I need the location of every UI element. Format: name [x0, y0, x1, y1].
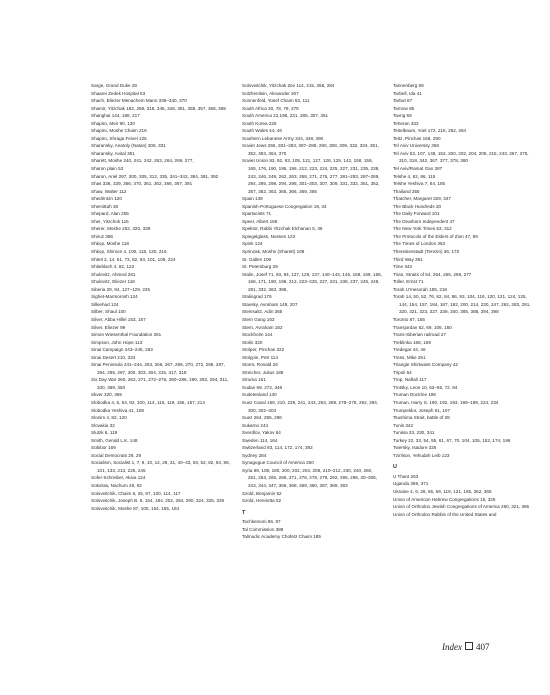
index-entry: The Black Hundreds 30 [393, 203, 442, 209]
index-entry: Sprinzak, Moshe (Sharett) 108 [242, 249, 305, 255]
index-entry: Theresienstadt (Terezin) 36, 170 [393, 249, 460, 255]
index-entry: Sharon plain 53 [91, 166, 124, 172]
index-entry: Uganda 369, 371 [393, 481, 429, 487]
index-entry: Speer, Albert 189 [242, 218, 278, 224]
index-entry: Tsushima Strait, battle of 28 [393, 415, 450, 421]
index-entry: Stockholm 144 [242, 332, 273, 338]
index-entry: Spain 139 [242, 196, 263, 202]
index-entry: Smith, Gerald L.K. 148 [91, 437, 138, 443]
index-entry: Shapiro, Meir 90, 130 [91, 120, 135, 126]
index-entry: Silkiehad 124 [91, 301, 119, 307]
index-entry: Solzhenitsin, Alexander 307 [242, 90, 299, 96]
index-entry: Shaarei Zedek Hospital 53 [91, 90, 146, 96]
index-entry: Socialism, Socialist 1, 7, 9, 10, 14, 29, 31, 40–43, 50, 52, 82, 84, 88, 101, 133, 213, 225, 245 [91, 460, 230, 473]
index-entry: Tarbell, Ida 41 [393, 90, 422, 96]
index-entry: Tunis 342 [393, 422, 414, 428]
index-entry: South Africa 30, 78, 79, 375 [242, 105, 299, 111]
index-entry: Sinai Campaign 243–245, 263 [91, 347, 153, 353]
index-entry: U Thant 263 [393, 473, 419, 479]
index-entry: Skver 320, 365 [91, 392, 122, 398]
index-entry: Silver, Eliezer 99 [91, 324, 126, 330]
page-footer [442, 642, 512, 652]
index-entry: Sharon, Ariel 297, 300, 305, 312, 335, 341–343, 384, 391, 392 [91, 173, 219, 179]
index-entry: Twersky, Isadore 325 [393, 445, 437, 451]
index-entry: The Dearborn Independent 47 [393, 218, 455, 224]
index-column-3 [393, 82, 533, 518]
index-entry: Toronto 87, 155 [393, 316, 425, 322]
index-entry: Six Day War 260, 262, 271, 272–276, 280–286, 290, 292, 294, 311, 340, 369, 393 [91, 377, 229, 390]
index-entry: Shkop, Shimon 4, 100, 118, 130, 216 [91, 249, 167, 255]
index-entry: Tredegar 44, 46 [393, 347, 426, 353]
index-entry: Union of American Hebrew Congregations 15, 325 [393, 496, 496, 502]
index-entry: Stavsky, Avraham 149, 207 [242, 301, 298, 307]
index-entry: Steinsaltz, Adin 365 [242, 309, 283, 315]
index-entry: Tress, Mike 251 [393, 354, 426, 360]
index-entry: Spektor, Rabbi Yitzchak Elchanan 5, 36 [242, 226, 323, 232]
index-entry: Truman, Harry S. 190, 192, 193, 196–199, 224, 234 [393, 399, 499, 405]
index-entry: Social Democrats 28, 29 [91, 452, 142, 458]
index-entry: Szold, Henrietta 52 [242, 498, 282, 504]
section-letter-heading: U [393, 464, 397, 471]
index-entry: Sinai Peninsula 241–244, 263, 266, 267, 269, 270, 272, 286, 287, 294, 295, 297, 300, 303, 304, 315, 317, 318 [91, 362, 225, 375]
index-entry: Trans-Siberian railroad 27 [393, 332, 446, 338]
index-entry: Streicher, Julius 189 [242, 369, 284, 375]
index-entry: Sokolow, Nachum 26, 52 [91, 482, 142, 488]
index-entry: Tel Aviv 53, 107, 148, 152, 200, 202, 204, 205, 215, 243, 267, 275, 310, 318, 342, 367, 377, 378, 380 [393, 150, 529, 164]
index-entry: Soloveitchik, Moshe 87, 100, 154, 155, 184 [91, 505, 180, 511]
index-entry: Union of Orthodox Rabbis of the United States and [393, 511, 497, 517]
index-entry: Turkey 22, 33, 54, 55, 61, 67, 70, 104, 105, 152, 174, 196 [393, 437, 511, 443]
index-entry: Synagogue Council of America 250 [242, 460, 314, 466]
index-entry: Siberia 29, 94, 127–129, 225 [91, 286, 151, 292]
index-entry: The Daily Forward 101 [393, 211, 440, 217]
index-entry: Stern Gang 162 [242, 316, 275, 322]
index-entry: St. Gallen 109 [242, 256, 272, 262]
index-entry: Sofer-Schreiber, Akiva 124 [91, 475, 146, 481]
index-entry: Torah 14, 50, 52, 76, 82, 84, 86, 93, 104, 116, 120, 121, 124, 125, 144, 154, 157, 184, 187, 192, 200, 214, 230, 247, 262, 283, 291, 320, 321, 323, 327, 339, 340, 385, 388, 394, 398 [393, 294, 531, 315]
footer-label: Index [442, 642, 462, 652]
index-entry: Szold, Benjamin 52 [242, 490, 282, 496]
index-entry: Trotsky, Leon 10, 63–65, 72, 94 [393, 384, 458, 390]
index-entry: Shepard, Alan 255 [91, 211, 129, 217]
index-entry: Soloveitchik, Chaim 6, 25, 87, 100, 114, 117 [91, 490, 181, 496]
index-entry: Union of Orthodox Jewish Congregations of America 250, 321, 365 [393, 504, 530, 510]
index-entry: Silber, Shaul 100 [91, 309, 126, 315]
index-entry: Sydney 284 [242, 452, 267, 458]
index-entry: Transjordan 62, 69, 106, 150 [393, 324, 452, 330]
index-entry: Sharett, Moshe 240, 241, 242, 263, 264, 269, 277, [91, 158, 194, 164]
index-entry: Soviet Jews 256, 281–283, 287–289, 290, 308, 309, 332, 334, 351, 352, 363, 364, 370 [242, 143, 379, 156]
index-entry: Teitz, Pinchas 158, 290 [393, 135, 441, 141]
index-entry: The New York Times 53, 312 [393, 226, 452, 232]
index-entry: Slobodka Yeshiva 41, 108 [91, 407, 144, 413]
index-entry: Third Way 391 [393, 256, 423, 262]
index-entry: Sonnenfeld, Yosef Chaim 53, 111 [242, 98, 310, 104]
index-entry: Sudetenland 140 [242, 392, 277, 398]
index-entry: Sharansky, Avital 351 [91, 150, 135, 156]
index-entry: Telshe 4, 82, 86, 115 [393, 173, 436, 179]
index-entry: Tachkemoni 86, 87 [242, 519, 281, 525]
index-entry: Shach, Eliezer Menachem Mann 338–340, 370 [91, 98, 187, 104]
index-entry: South America 22,198, 231, 285, 307, 351 [242, 113, 329, 119]
index-entry: Teheran 333 [393, 120, 419, 126]
index-entry: Silver, Abba Hillel 153, 157 [91, 316, 146, 322]
index-entry: Suez Canal 159, 210, 239, 241, 243, 263, 269, 278–278, 292, 294, 300, 302–304 [242, 399, 379, 413]
index-entry: Tel Aviv/Ramat Gan 387 [393, 166, 443, 172]
index-entry: Simpson, John Hope 113 [91, 339, 143, 345]
index-entry: Syria 69, 108, 180, 200, 202, 204, 208, 210–212, 230, 240, 260, 261, 263, 265, 266, 271, 276, 278, 279, 292, 295, 298, 30–306, 343, 344, 347, 366, 368, 369, 380, 387, 389, 393 [242, 467, 377, 488]
index-entry: Triangle Shirtwaist Company 42 [393, 362, 458, 368]
index-entry: Sarge, Grand Duke 28 [91, 83, 137, 88]
index-entry: Shulevitz, Ahmed 261 [91, 271, 136, 277]
index-entry: Storrs, Ronald 26 [242, 362, 278, 368]
index-entry: Stern, Avraham 162 [242, 324, 283, 330]
index-entry: Tripoli 54 [393, 369, 412, 375]
index-entry: Time 343 [393, 264, 412, 270]
index-entry: Stalingrad 176 [242, 294, 272, 300]
index-entry: Thailand 355 [393, 188, 420, 194]
index-entry: Shapiro, Moshe Chaim 216 [91, 128, 147, 134]
index-entry: Sudan 69, 272, 348 [242, 384, 283, 390]
index-entry: Tiran, Straits of 54, 264, 265, 269, 277 [393, 271, 472, 277]
index-entry: Shulevitz, Eliezer 118 [91, 279, 135, 285]
index-entry: Slutzk 6, 119 [91, 430, 118, 436]
index-entry: Telshe Yeshiva 7, 64, 185 [393, 181, 446, 187]
index-entry: South Wales 44, 46 [242, 128, 282, 134]
index-entry: Sherer, Moshe 252, 320, 339 [91, 226, 151, 232]
index-entry: Sighet-Marmorosh 124 [91, 294, 138, 300]
index-entry: Slobodka 4, 5, 64, 82, 100, 114, 115, 119, 156, 157, 214 [91, 399, 205, 405]
index-entry: Switzerland 93, 114, 172, 174, 392 [242, 445, 313, 451]
index-entry: Shamir, Yitzchak 182, 259, 318, 345, 348, 351, 358, 357, 368, 369 [91, 105, 226, 111]
index-entry: Soloveitchik, Joseph B. 6, 154, 184, 252, 284, 290, 324, 325, 329 [91, 498, 225, 504]
index-entry: Truman Doctrine 196 [393, 392, 436, 398]
index-entry: Sher, Yitzchok 115 [91, 218, 129, 224]
index-entry: Southern Lebanese Army 344, 348, 390 [242, 135, 324, 141]
index-entry: Shaw, Walter 112 [91, 188, 127, 194]
index-entry: Shapiro, Shraga Feivel 125 [91, 135, 147, 141]
index-entry: Tavrig 59 [393, 113, 412, 119]
index-column-1 [91, 82, 231, 512]
index-entry: Sharansky, Anatoly (Natan) 306, 331 [91, 143, 166, 149]
index-entry: Treblinka 168, 169 [393, 339, 431, 345]
index-column-2 [242, 82, 382, 541]
index-entry: Trop, Naftali 117 [393, 377, 427, 383]
index-entry: Sobibor 169 [91, 445, 116, 451]
page-number: 407 [476, 642, 490, 652]
index-entry: Struma 161 [242, 377, 266, 383]
index-entry: Spartacists 71 [242, 211, 272, 217]
index-entry: Shedrintzn 120 [91, 196, 122, 202]
index-entry: Teitelbaum, Yoel 172, 218, 252, 284 [393, 128, 467, 134]
index-entry: Tzirilson, Yehudah Leib 123 [393, 452, 450, 458]
index-entry: South Korea 225 [242, 120, 277, 126]
index-entry: Talmudic Academy Chofetz Chaim 185 [242, 534, 321, 540]
index-entry: Stalin, Josef 71, 93, 94, 127, 129, 137, 140–143, 145, 158, 159, 165, 166, 171, 190, 196, 212, 223–225, 227, 231, 236, 237, 245, 248, 281, 332, 363, 386, [242, 271, 382, 292]
index-entry: Stolper, Pinchas 322 [242, 347, 285, 353]
index-entry: Tunisia 33, 230, 341 [393, 430, 435, 436]
index-entry: Shemittah 36 [91, 203, 119, 209]
index-entry: Spiegelglass, Nossen 122 [242, 233, 296, 239]
index-entry: Toller, Ernst 71 [393, 279, 424, 285]
index-entry: Spanish-Portuguese Congregation 18, 34 [242, 203, 327, 209]
index-entry: Sinai Desert 210, 334 [91, 354, 136, 360]
index-entry: Sweden 114, 164 [242, 437, 278, 443]
index-entry: Soloveitchik, Yitzchak Zev 114, 215, 258, 284 [242, 83, 335, 88]
index-entry: Shtetl 3, 14, 51, 73, 82, 93, 101, 108, 224 [91, 256, 176, 262]
index-entry: Tannenberg 58 [393, 83, 424, 88]
index-entry: Spink 124 [242, 241, 263, 247]
index-entry: Shtieblach 4, 82, 122 [91, 264, 135, 270]
index-entry: Suez 264, 295, 296 [242, 415, 282, 421]
index-entry: Tarbut 87 [393, 98, 413, 104]
index-entry: The Protocols of the Elders of Zion 47, 99 [393, 233, 478, 239]
index-entry: Simon Wiesenthal Foundation 361 [91, 332, 162, 338]
index-entry: Tal Commission 388 [242, 526, 284, 532]
index-entry: Stolin 320 [242, 339, 263, 345]
index-entry: Stolypin, Petr 114 [242, 354, 278, 360]
index-entry: Slovakia 32 [91, 422, 115, 428]
index-entry: Tel Aviv University 258 [393, 143, 439, 149]
index-entry: Thatcher, Margaret 329, 347 [393, 196, 451, 202]
index-entry: Shas 338, 339, 356, 370, 361, 362, 366, 367, 391 [91, 181, 193, 187]
index-entry: Torah U'mesorah 185, 218 [393, 286, 447, 292]
index-entry: St. Petersburg 28 [242, 264, 278, 270]
index-entry: Soviet Union 83, 92, 93, 105, 121, 127, 128, 129, 142, 158, 159, 165, 176, 190, 195, 196, 212, 223, 224, 225, 227, 231, 235, 238, 243, 246, 249, 262, 263, 268, 271, 276, 277, 281–283, 287–289, 294, 295, 298, 294, 298, 301–303, 307, 309, 331, 332, 351, 352, 357, 362, 363, 365, 366, 369, 385 [242, 158, 380, 194]
section-letter-heading: T [242, 509, 246, 516]
index-entry: Trumpeldor, Joseph 61, 107 [393, 407, 451, 413]
index-entry: Sukarno 244 [242, 422, 269, 428]
index-entry: Ukraine 4, 6, 28, 65, 69, 119, 121, 165, 352, 365 [393, 488, 492, 494]
index-entry: The Times of London 363 [393, 241, 446, 247]
index-entry: Shanghai 144, 188, 217 [91, 113, 140, 119]
index-entry: Slonim 4, 82, 120 [91, 415, 127, 421]
index-entry: Shiruz 386 [91, 233, 113, 239]
index-entry: Shkop, Moshe 118 [91, 241, 129, 247]
index-entry: Sverdlov, Yakov 64 [242, 430, 281, 436]
square-ornament-icon [465, 642, 473, 650]
index-entry: Tarnow 85 [393, 105, 415, 111]
